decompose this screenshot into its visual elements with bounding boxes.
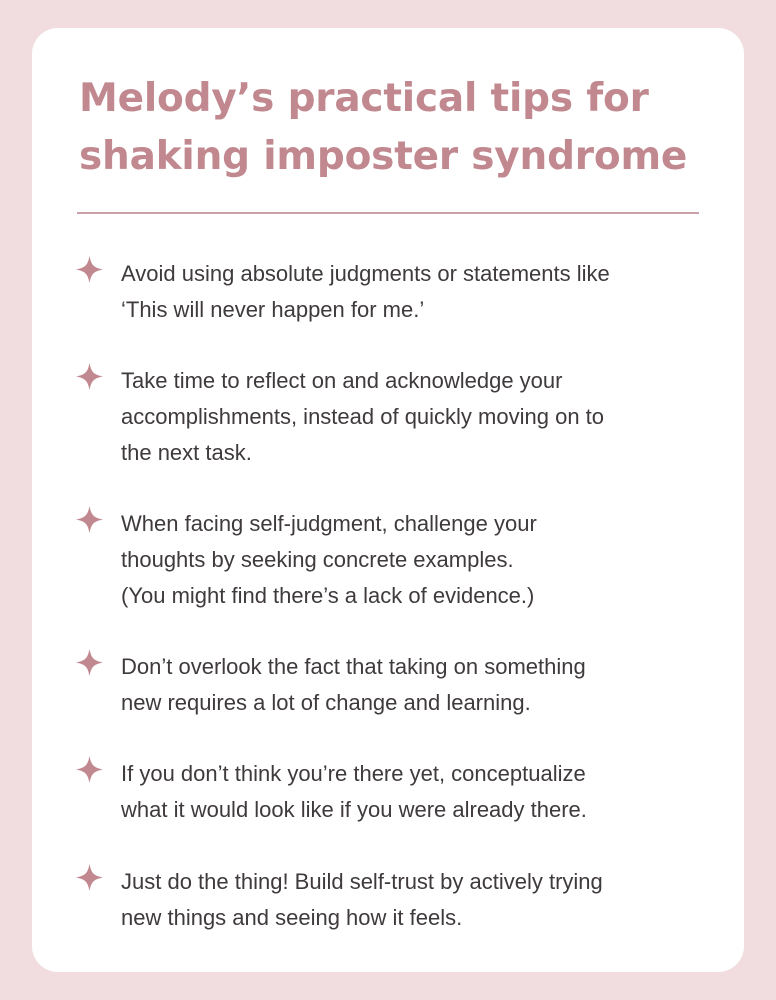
tip-line: If you don’t think you’re there yet, conceptualize <box>121 761 586 786</box>
tip-line: Avoid using absolute judgments or statements like <box>121 261 610 286</box>
tip-line: thoughts by seeking concrete examples. <box>121 547 514 572</box>
card-title-line: Melody’s practical tips for <box>79 76 649 121</box>
sparkle-icon <box>76 363 103 390</box>
tip-text <box>121 649 701 721</box>
tip-line: the next task. <box>121 440 252 465</box>
card-title <box>79 70 719 186</box>
tip-line: Just do the thing! Build self-trust by actively trying <box>121 869 603 894</box>
tip-text <box>121 506 701 614</box>
tip-line: accomplishments, instead of quickly moving on to <box>121 404 605 429</box>
tip-line: (You might find there’s a lack of evidence.) <box>121 583 535 608</box>
tip-text <box>121 864 701 936</box>
tip-line: When facing self-judgment, challenge your <box>121 511 537 536</box>
tip-text <box>121 363 701 471</box>
tip-line: ‘This will never happen for me.’ <box>121 297 425 322</box>
tip-text <box>121 256 701 328</box>
tips-card <box>32 28 744 972</box>
tip-line: new requires a lot of change and learning. <box>121 690 531 715</box>
card-title-line: shaking imposter syndrome <box>79 134 688 179</box>
sparkle-icon <box>76 506 103 533</box>
tip-line: Don’t overlook the fact that taking on something <box>121 654 586 679</box>
tip-line: what it would look like if you were already there. <box>121 797 587 822</box>
tip-line: Take time to reflect on and acknowledge your <box>121 368 563 393</box>
sparkle-icon <box>76 649 103 676</box>
tip-text <box>121 756 701 828</box>
tip-line: new things and seeing how it feels. <box>121 905 463 930</box>
sparkle-icon <box>76 756 103 783</box>
sparkle-icon <box>76 864 103 891</box>
sparkle-icon <box>76 256 103 283</box>
title-divider <box>77 212 699 214</box>
